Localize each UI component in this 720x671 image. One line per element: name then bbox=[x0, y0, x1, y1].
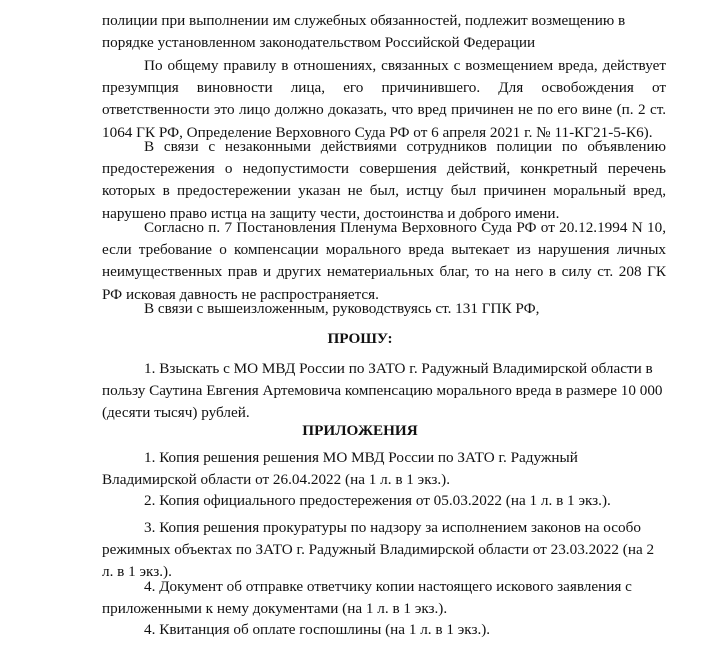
paragraph-statute-limitations-text: Согласно п. 7 Постановления Пленума Верховного Суда РФ от 20.12.1994 N 10, если требование о компенсации морального вреда вытекает из нарушения личных неимущественных прав и других нематериальных благ, то на него в силу ст. 208 ГК РФ исковая давность не распространяется. bbox=[102, 219, 666, 303]
paragraph-presumption bbox=[102, 55, 666, 144]
appendix-item-text: 3. Копия решения прокуратуры по надзору за исполнением законов на особо режимных объектах по ЗАТО г. Радужный Владимирской области от 23.03.2022 (на 2 л. в 1 экз.). bbox=[102, 519, 655, 581]
paragraph-unlawful-actions bbox=[102, 136, 666, 225]
request-item-text: 1. Взыскать с МО МВД России по ЗАТО г. Радужный Владимирской области в пользу Саутина Евгения Артемовича компенсацию морального вреда в размере 10 000 (десяти тысяч) рублей. bbox=[102, 360, 663, 422]
paragraph-statute-limitations bbox=[102, 217, 666, 306]
paragraph-presumption-text: По общему правилу в отношениях, связанных с возмещением вреда, действует презумпция виновности лица, его причинившего. Для освобождения от ответственности это лицо должно доказать, что вред причинен не по его вине (п. 2 ст. 1064 ГК РФ, Определение Верховного Суда РФ от 6 апреля 2021 г. № 11-КГ21-5-К6). bbox=[102, 57, 666, 141]
appendix-item bbox=[102, 517, 666, 584]
appendix-item-text: 4. Квитанция об оплате госпошлины (на 1 л. в 1 экз.). bbox=[144, 621, 491, 638]
continuation-text: полиции при выполнении им служебных обязанностей, подлежит возмещению в порядке установленном законодательством Российской Федерации bbox=[102, 12, 626, 52]
appendix-item-text: 1. Копия решения решения МО МВД России по ЗАТО г. Радужный Владимирской области от 26.04.2022 (на 1 л. в 1 экз.). bbox=[102, 449, 578, 489]
appendix-item-text: 4. Документ об отправке ответчику копии настоящего искового заявления с приложенными к нему документами (на 1 л. в 1 экз.). bbox=[102, 578, 632, 618]
appendix-item bbox=[102, 490, 666, 512]
appendix-item bbox=[102, 447, 666, 491]
request-item bbox=[102, 358, 666, 425]
paragraph-grounds-text: В связи с вышеизложенным, руководствуясь ст. 131 ГПК РФ, bbox=[144, 300, 540, 317]
appendix-item-text: 2. Копия официального предостережения от 05.03.2022 (на 1 л. в 1 экз.). bbox=[144, 492, 611, 509]
request-heading: ПРОШУ: bbox=[327, 330, 393, 347]
paragraph-grounds bbox=[102, 298, 666, 320]
appendix-item bbox=[102, 619, 666, 641]
appendix-heading: ПРИЛОЖЕНИЯ bbox=[302, 422, 418, 439]
paragraph-unlawful-actions-text: В связи с незаконными действиями сотрудников полиции по объявлению предостережения о недопустимости совершения действий, конкретный перечень которых в предостережении указан не был, истцу был причинен моральный вред, нарушено право истца на защиту чести, достоинства и доброго имени. bbox=[102, 138, 666, 222]
continuation-paragraph bbox=[102, 10, 666, 54]
appendix-item bbox=[102, 576, 666, 620]
